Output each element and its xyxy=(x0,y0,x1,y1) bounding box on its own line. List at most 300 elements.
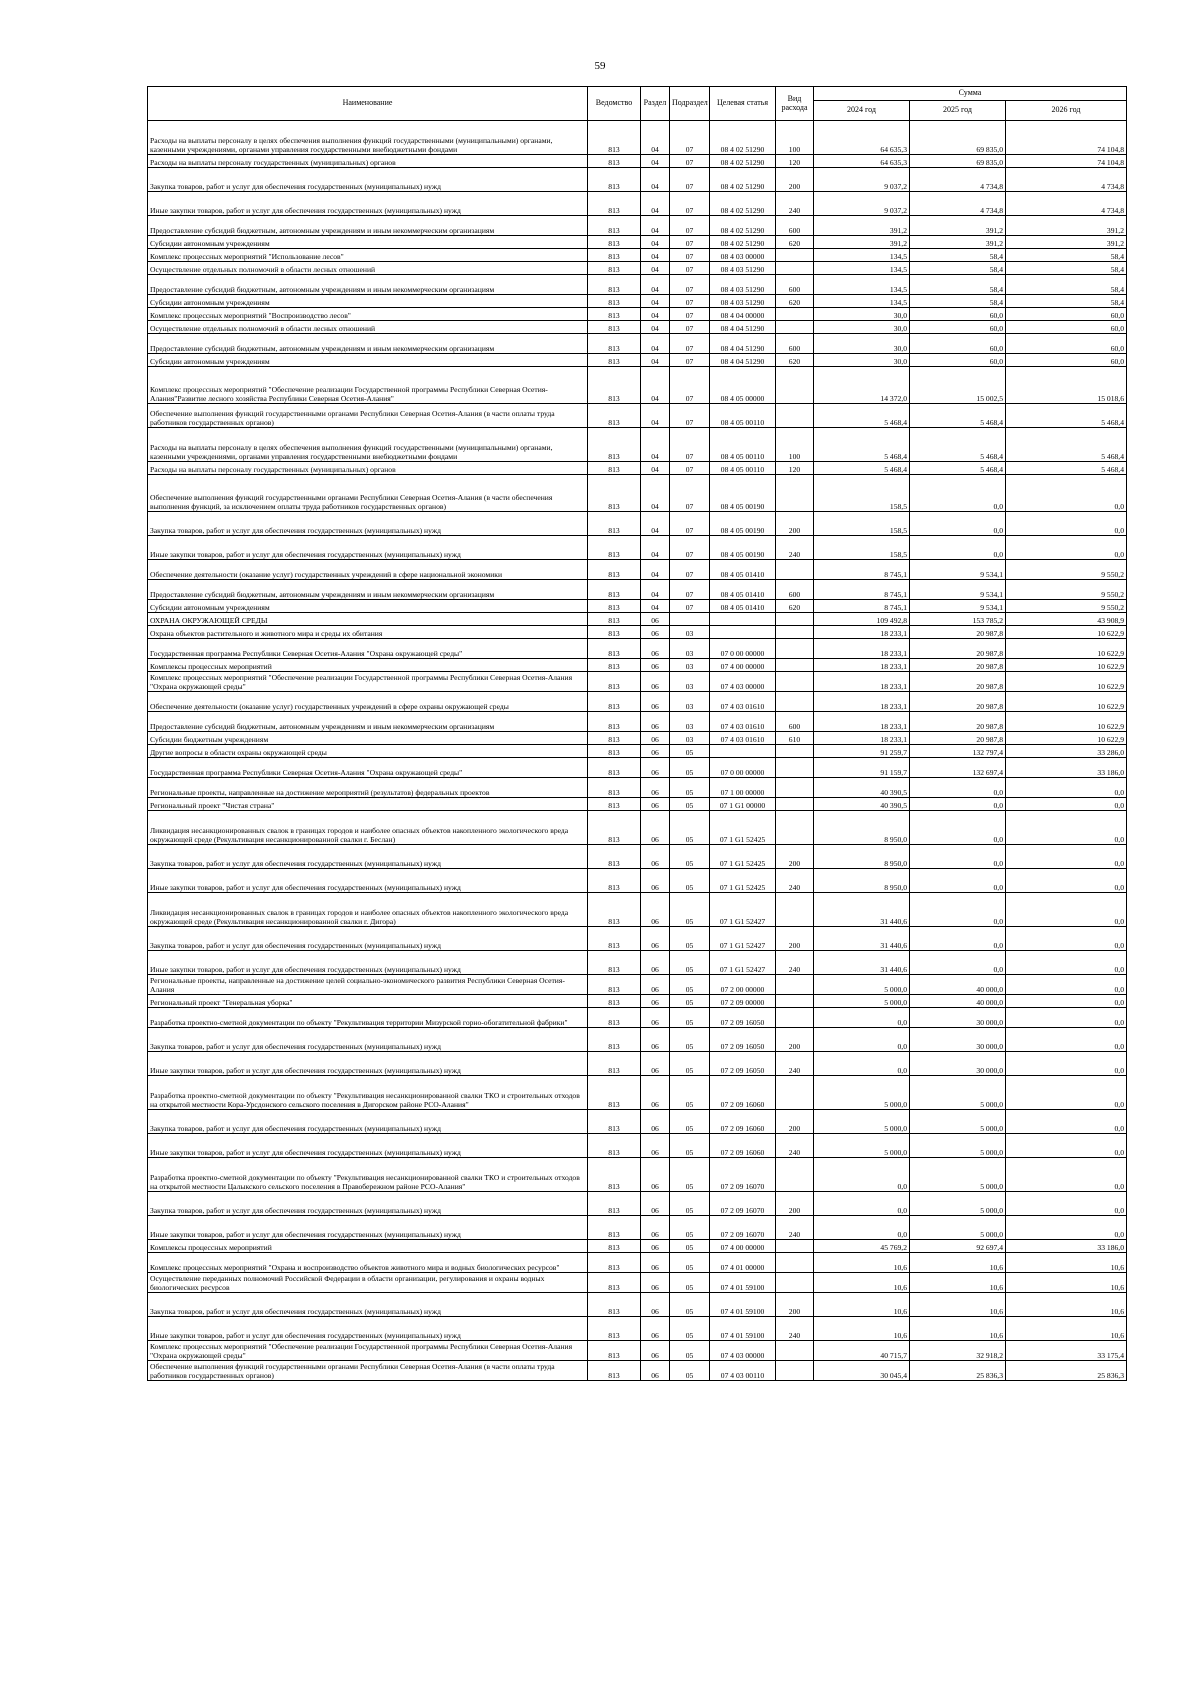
row-sum-2026: 0,0 xyxy=(1006,811,1127,845)
row-sum-2025: 0,0 xyxy=(910,475,1006,512)
row-name: Разработка проектно-сметной документации по объекту "Рекультивация несанкционированной свалки ТКО и строительных отходов на открытой местности Кора-Урсдонского сельского поселения в Дигорском районе РСО-Алания" xyxy=(148,1076,588,1110)
row-razdel: 06 xyxy=(641,1134,670,1158)
row-vid xyxy=(776,995,814,1008)
row-vid: 200 xyxy=(776,168,814,192)
row-vid xyxy=(776,404,814,428)
row-sum-2025: 15 002,5 xyxy=(910,367,1006,404)
row-name: Осуществление отдельных полномочий в области лесных отношений xyxy=(148,321,588,334)
row-vedomstvo: 813 xyxy=(588,168,641,192)
row-sum-2024: 5 000,0 xyxy=(814,1134,910,1158)
table-row xyxy=(148,354,1127,367)
row-sum-2025: 132 797,4 xyxy=(910,745,1006,758)
row-sum-2025: 20 987,8 xyxy=(910,659,1006,672)
row-sum-2026: 0,0 xyxy=(1006,1192,1127,1216)
row-razdel: 04 xyxy=(641,308,670,321)
row-razdel: 04 xyxy=(641,321,670,334)
row-name: Осуществление отдельных полномочий в области лесных отношений xyxy=(148,262,588,275)
row-razdel: 06 xyxy=(641,778,670,798)
row-podrazdel: 07 xyxy=(670,321,710,334)
row-sum-2025: 58,4 xyxy=(910,262,1006,275)
row-name: Иные закупки товаров, работ и услуг для обеспечения государственных (муниципальных) нужд xyxy=(148,192,588,216)
header-vedomstvo: Ведомство xyxy=(588,87,641,121)
row-name: Другие вопросы в области охраны окружающей среды xyxy=(148,745,588,758)
row-podrazdel: 07 xyxy=(670,236,710,249)
row-sum-2026: 58,4 xyxy=(1006,262,1127,275)
row-sum-2024: 5 000,0 xyxy=(814,1076,910,1110)
row-vedomstvo: 813 xyxy=(588,354,641,367)
row-podrazdel: 07 xyxy=(670,249,710,262)
row-target: 08 4 05 00190 xyxy=(710,512,776,536)
row-sum-2025: 10,6 xyxy=(910,1293,1006,1317)
header-2026: 2026 год xyxy=(1006,101,1127,121)
row-vedomstvo: 813 xyxy=(588,580,641,600)
row-razdel: 06 xyxy=(641,613,670,626)
row-sum-2026: 0,0 xyxy=(1006,778,1127,798)
row-target: 08 4 03 51290 xyxy=(710,295,776,308)
row-sum-2024: 10,6 xyxy=(814,1293,910,1317)
row-sum-2026: 0,0 xyxy=(1006,951,1127,975)
row-vid xyxy=(776,811,814,845)
row-target: 07 1 G1 52427 xyxy=(710,951,776,975)
row-target: 07 4 03 01610 xyxy=(710,712,776,732)
row-podrazdel: 05 xyxy=(670,1341,710,1361)
row-sum-2026: 0,0 xyxy=(1006,975,1127,995)
row-target: 08 4 05 00110 xyxy=(710,428,776,462)
row-sum-2026: 5 468,4 xyxy=(1006,428,1127,462)
row-sum-2025: 0,0 xyxy=(910,869,1006,893)
row-podrazdel: 05 xyxy=(670,778,710,798)
row-sum-2026: 0,0 xyxy=(1006,475,1127,512)
row-sum-2024: 391,2 xyxy=(814,216,910,236)
row-razdel: 04 xyxy=(641,512,670,536)
row-podrazdel: 07 xyxy=(670,354,710,367)
header-2024: 2024 год xyxy=(814,101,910,121)
row-razdel: 06 xyxy=(641,712,670,732)
row-sum-2026: 0,0 xyxy=(1006,893,1127,927)
row-vid: 240 xyxy=(776,1216,814,1240)
row-target: 07 2 09 16060 xyxy=(710,1110,776,1134)
row-razdel: 06 xyxy=(641,927,670,951)
row-sum-2026: 0,0 xyxy=(1006,1158,1127,1192)
row-name: Осуществление переданных полномочий Российской Федерации в области организации, регулирования и охраны водных биологических ресурсов xyxy=(148,1273,588,1293)
row-name: Субсидии автономным учреждениям xyxy=(148,295,588,308)
row-name: Закупка товаров, работ и услуг для обеспечения государственных (муниципальных) нужд xyxy=(148,1028,588,1052)
table-body xyxy=(148,121,1127,1381)
row-razdel: 06 xyxy=(641,1361,670,1381)
row-sum-2024: 0,0 xyxy=(814,1008,910,1028)
row-sum-2025: 0,0 xyxy=(910,536,1006,560)
row-sum-2026: 5 468,4 xyxy=(1006,462,1127,475)
row-sum-2024: 10,6 xyxy=(814,1253,910,1273)
row-razdel: 04 xyxy=(641,216,670,236)
table-row xyxy=(148,155,1127,168)
row-target: 07 4 03 00000 xyxy=(710,672,776,692)
row-vedomstvo: 813 xyxy=(588,1216,641,1240)
table-header xyxy=(148,87,1127,121)
row-sum-2024: 158,5 xyxy=(814,475,910,512)
row-name: Субсидии автономным учреждениям xyxy=(148,236,588,249)
row-name: Закупка товаров, работ и услуг для обеспечения государственных (муниципальных) нужд xyxy=(148,168,588,192)
row-target: 07 4 00 00000 xyxy=(710,659,776,672)
row-target: 08 4 05 00110 xyxy=(710,404,776,428)
row-razdel: 06 xyxy=(641,798,670,811)
row-vid xyxy=(776,1158,814,1192)
row-target: 08 4 05 00190 xyxy=(710,475,776,512)
row-podrazdel: 05 xyxy=(670,995,710,1008)
row-sum-2026: 9 550,2 xyxy=(1006,560,1127,580)
row-sum-2025: 9 534,1 xyxy=(910,600,1006,613)
row-podrazdel: 05 xyxy=(670,798,710,811)
row-target: 08 4 02 51290 xyxy=(710,168,776,192)
row-razdel: 06 xyxy=(641,1052,670,1076)
row-name: Закупка товаров, работ и услуг для обеспечения государственных (муниципальных) нужд xyxy=(148,1110,588,1134)
row-vid: 610 xyxy=(776,732,814,745)
row-podrazdel: 05 xyxy=(670,1110,710,1134)
row-target: 07 1 G1 00000 xyxy=(710,798,776,811)
row-sum-2025: 20 987,8 xyxy=(910,712,1006,732)
row-podrazdel: 05 xyxy=(670,758,710,778)
row-vid: 620 xyxy=(776,354,814,367)
row-vid xyxy=(776,626,814,639)
row-vid: 120 xyxy=(776,155,814,168)
row-sum-2026: 60,0 xyxy=(1006,321,1127,334)
row-sum-2024: 8 950,0 xyxy=(814,811,910,845)
row-sum-2026: 9 550,2 xyxy=(1006,580,1127,600)
row-name: Комплексы процессных мероприятий xyxy=(148,659,588,672)
row-sum-2026: 0,0 xyxy=(1006,1076,1127,1110)
budget-table xyxy=(147,86,1127,1381)
row-vedomstvo: 813 xyxy=(588,1361,641,1381)
row-sum-2024: 134,5 xyxy=(814,295,910,308)
row-sum-2026: 33 286,0 xyxy=(1006,745,1127,758)
row-sum-2025: 5 000,0 xyxy=(910,1192,1006,1216)
row-target: 08 4 02 51290 xyxy=(710,121,776,155)
row-vedomstvo: 813 xyxy=(588,275,641,295)
row-name: Предоставление субсидий бюджетным, автономным учреждениям и иным некоммерческим организациям xyxy=(148,580,588,600)
row-name: Расходы на выплаты персоналу в целях обеспечения выполнения функций государственными (муниципальными) органами, казенными учреждениями, органами управления государственными внебюджетными фондами xyxy=(148,428,588,462)
row-vedomstvo: 813 xyxy=(588,893,641,927)
row-sum-2025: 5 468,4 xyxy=(910,404,1006,428)
row-vedomstvo: 813 xyxy=(588,845,641,869)
row-podrazdel: 07 xyxy=(670,560,710,580)
row-podrazdel: 05 xyxy=(670,1240,710,1253)
table-row xyxy=(148,1052,1127,1076)
row-sum-2026: 0,0 xyxy=(1006,869,1127,893)
row-podrazdel: 07 xyxy=(670,334,710,354)
row-name: Ликвидация несанкционированных свалок в границах городов и наиболее опасных объектов накопленного экологического вреда окружающей среде (Рекультивация несанкционированной свалки г. Дигора) xyxy=(148,893,588,927)
row-sum-2024: 8 950,0 xyxy=(814,869,910,893)
row-vedomstvo: 813 xyxy=(588,536,641,560)
row-name: Комплекс процессных мероприятий "Обеспечение реализации Государственной программы Республики Северная Осетия-Алания"Развитие лесного хозяйства Республики Северная Осетия-Алания" xyxy=(148,367,588,404)
row-podrazdel: 03 xyxy=(670,639,710,659)
table-row xyxy=(148,216,1127,236)
row-target: 07 1 G1 52427 xyxy=(710,893,776,927)
row-sum-2026: 74 104,8 xyxy=(1006,155,1127,168)
row-target xyxy=(710,626,776,639)
table-row xyxy=(148,428,1127,462)
row-vedomstvo: 813 xyxy=(588,192,641,216)
table-row xyxy=(148,560,1127,580)
row-razdel: 06 xyxy=(641,659,670,672)
row-razdel: 04 xyxy=(641,262,670,275)
row-razdel: 06 xyxy=(641,1317,670,1341)
row-podrazdel: 05 xyxy=(670,1317,710,1341)
row-sum-2026: 10 622,9 xyxy=(1006,639,1127,659)
row-razdel: 06 xyxy=(641,845,670,869)
row-target: 08 4 02 51290 xyxy=(710,155,776,168)
row-vid xyxy=(776,659,814,672)
table-row xyxy=(148,536,1127,560)
row-vid: 200 xyxy=(776,927,814,951)
row-sum-2024: 0,0 xyxy=(814,1028,910,1052)
table-row xyxy=(148,778,1127,798)
row-razdel: 06 xyxy=(641,758,670,778)
row-sum-2026: 10 622,9 xyxy=(1006,692,1127,712)
row-sum-2024: 5 468,4 xyxy=(814,404,910,428)
table-row xyxy=(148,249,1127,262)
table-row xyxy=(148,1008,1127,1028)
row-sum-2025: 92 697,4 xyxy=(910,1240,1006,1253)
row-sum-2026: 10 622,9 xyxy=(1006,672,1127,692)
row-razdel: 06 xyxy=(641,975,670,995)
row-podrazdel: 03 xyxy=(670,626,710,639)
row-vedomstvo: 813 xyxy=(588,659,641,672)
row-vedomstvo: 813 xyxy=(588,951,641,975)
row-sum-2025: 20 987,8 xyxy=(910,692,1006,712)
table-row xyxy=(148,1216,1127,1240)
row-name: Расходы на выплаты персоналу в целях обеспечения выполнения функций государственными (муниципальными) органами, казенными учреждениями, органами управления государственными внебюджетными фондами xyxy=(148,121,588,155)
row-vid: 240 xyxy=(776,1052,814,1076)
row-vedomstvo: 813 xyxy=(588,1192,641,1216)
row-sum-2024: 158,5 xyxy=(814,512,910,536)
row-vedomstvo: 813 xyxy=(588,155,641,168)
row-sum-2024: 30,0 xyxy=(814,321,910,334)
row-target: 08 4 02 51290 xyxy=(710,216,776,236)
row-sum-2026: 10 622,9 xyxy=(1006,712,1127,732)
row-name: Субсидии автономным учреждениям xyxy=(148,354,588,367)
row-vid xyxy=(776,639,814,659)
row-razdel: 06 xyxy=(641,1076,670,1110)
table-row xyxy=(148,404,1127,428)
row-name: Предоставление субсидий бюджетным, автономным учреждениям и иным некоммерческим организациям xyxy=(148,275,588,295)
row-vid xyxy=(776,262,814,275)
row-sum-2026: 10 622,9 xyxy=(1006,732,1127,745)
row-vid: 200 xyxy=(776,845,814,869)
row-target: 07 4 03 00000 xyxy=(710,1341,776,1361)
row-podrazdel: 07 xyxy=(670,168,710,192)
row-target: 08 4 02 51290 xyxy=(710,192,776,216)
row-sum-2024: 5 000,0 xyxy=(814,1110,910,1134)
row-name: Субсидии бюджетным учреждениям xyxy=(148,732,588,745)
row-podrazdel: 05 xyxy=(670,1158,710,1192)
row-sum-2025: 10,6 xyxy=(910,1273,1006,1293)
table-row xyxy=(148,732,1127,745)
row-razdel: 04 xyxy=(641,600,670,613)
row-razdel: 06 xyxy=(641,672,670,692)
row-sum-2024: 30,0 xyxy=(814,334,910,354)
table-row xyxy=(148,367,1127,404)
row-sum-2025: 5 000,0 xyxy=(910,1076,1006,1110)
row-vedomstvo: 813 xyxy=(588,672,641,692)
row-razdel: 04 xyxy=(641,560,670,580)
row-razdel: 06 xyxy=(641,893,670,927)
row-podrazdel: 05 xyxy=(670,745,710,758)
row-vedomstvo: 813 xyxy=(588,308,641,321)
row-razdel: 06 xyxy=(641,1028,670,1052)
row-target: 08 4 05 00110 xyxy=(710,462,776,475)
row-razdel: 04 xyxy=(641,367,670,404)
row-sum-2025: 10,6 xyxy=(910,1253,1006,1273)
row-vid xyxy=(776,893,814,927)
row-vedomstvo: 813 xyxy=(588,462,641,475)
row-vedomstvo: 813 xyxy=(588,1110,641,1134)
row-target: 07 2 09 16050 xyxy=(710,1028,776,1052)
row-podrazdel: 05 xyxy=(670,869,710,893)
row-vid: 200 xyxy=(776,1293,814,1317)
table-row xyxy=(148,798,1127,811)
row-sum-2026: 10,6 xyxy=(1006,1253,1127,1273)
table-row xyxy=(148,262,1127,275)
row-vid xyxy=(776,798,814,811)
row-target: 07 1 G1 52427 xyxy=(710,927,776,951)
row-sum-2024: 158,5 xyxy=(814,536,910,560)
row-podrazdel: 07 xyxy=(670,428,710,462)
row-sum-2025: 132 697,4 xyxy=(910,758,1006,778)
row-sum-2026: 10 622,9 xyxy=(1006,659,1127,672)
row-vedomstvo: 813 xyxy=(588,798,641,811)
table-row xyxy=(148,893,1127,927)
row-sum-2025: 30 000,0 xyxy=(910,1028,1006,1052)
row-sum-2026: 74 104,8 xyxy=(1006,121,1127,155)
row-name: Государственная программа Республики Северная Осетия-Алания "Охрана окружающей среды" xyxy=(148,639,588,659)
row-vid: 240 xyxy=(776,1317,814,1341)
row-target: 07 4 01 59100 xyxy=(710,1293,776,1317)
table-row xyxy=(148,613,1127,626)
row-sum-2025: 5 468,4 xyxy=(910,462,1006,475)
row-razdel: 04 xyxy=(641,275,670,295)
row-razdel: 06 xyxy=(641,995,670,1008)
row-vedomstvo: 813 xyxy=(588,249,641,262)
table-row xyxy=(148,462,1127,475)
row-name: Иные закупки товаров, работ и услуг для обеспечения государственных (муниципальных) нужд xyxy=(148,1216,588,1240)
row-target: 07 1 G1 52425 xyxy=(710,845,776,869)
row-target: 08 4 04 51290 xyxy=(710,354,776,367)
row-sum-2026: 15 018,6 xyxy=(1006,367,1127,404)
row-sum-2026: 391,2 xyxy=(1006,216,1127,236)
row-vid: 240 xyxy=(776,192,814,216)
row-target: 08 4 03 51290 xyxy=(710,262,776,275)
row-vedomstvo: 813 xyxy=(588,1158,641,1192)
row-sum-2024: 14 372,0 xyxy=(814,367,910,404)
table-row xyxy=(148,334,1127,354)
row-razdel: 06 xyxy=(641,626,670,639)
row-sum-2024: 5 468,4 xyxy=(814,428,910,462)
table-row xyxy=(148,1361,1127,1381)
row-name: Региональные проекты, направленные на достижение целей социально-экономического развития Республики Северная Осетия-Алания xyxy=(148,975,588,995)
table-row xyxy=(148,626,1127,639)
row-sum-2026: 33 186,0 xyxy=(1006,1240,1127,1253)
row-vedomstvo: 813 xyxy=(588,1134,641,1158)
table-row xyxy=(148,275,1127,295)
row-razdel: 04 xyxy=(641,475,670,512)
row-razdel: 06 xyxy=(641,1253,670,1273)
row-name: Комплекс процессных мероприятий "Воспроизводство лесов" xyxy=(148,308,588,321)
table-row xyxy=(148,712,1127,732)
table-row xyxy=(148,927,1127,951)
row-sum-2025: 32 918,2 xyxy=(910,1341,1006,1361)
row-vid xyxy=(776,672,814,692)
row-vedomstvo: 813 xyxy=(588,1317,641,1341)
table-row xyxy=(148,1192,1127,1216)
row-sum-2025: 40 000,0 xyxy=(910,975,1006,995)
row-vedomstvo: 813 xyxy=(588,1253,641,1273)
row-name: Региональный проект "Чистая страна" xyxy=(148,798,588,811)
row-sum-2024: 0,0 xyxy=(814,1158,910,1192)
row-sum-2025: 9 534,1 xyxy=(910,560,1006,580)
row-sum-2024: 18 233,1 xyxy=(814,659,910,672)
row-podrazdel: 05 xyxy=(670,1028,710,1052)
row-target: 07 2 09 16070 xyxy=(710,1192,776,1216)
row-razdel: 06 xyxy=(641,639,670,659)
row-target: 07 1 G1 52425 xyxy=(710,869,776,893)
table-row xyxy=(148,236,1127,249)
row-razdel: 06 xyxy=(641,745,670,758)
row-sum-2024: 91 259,7 xyxy=(814,745,910,758)
row-name: Расходы на выплаты персоналу государственных (муниципальных) органов xyxy=(148,462,588,475)
row-name: Региональный проект "Генеральная уборка" xyxy=(148,995,588,1008)
row-sum-2024: 31 440,6 xyxy=(814,893,910,927)
row-sum-2026: 0,0 xyxy=(1006,1134,1127,1158)
row-vedomstvo: 813 xyxy=(588,811,641,845)
row-name: Комплекс процессных мероприятий "Обеспечение реализации Государственной программы Республики Северная Осетия-Алания "Охрана окружающей среды" xyxy=(148,672,588,692)
row-name: Иные закупки товаров, работ и услуг для обеспечения государственных (муниципальных) нужд xyxy=(148,1134,588,1158)
row-razdel: 04 xyxy=(641,580,670,600)
row-sum-2025: 58,4 xyxy=(910,295,1006,308)
row-name: Закупка товаров, работ и услуг для обеспечения государственных (муниципальных) нужд xyxy=(148,512,588,536)
row-name: Комплексы процессных мероприятий xyxy=(148,1240,588,1253)
row-podrazdel: 07 xyxy=(670,600,710,613)
row-sum-2026: 0,0 xyxy=(1006,1052,1127,1076)
table-row xyxy=(148,475,1127,512)
row-sum-2024: 8 950,0 xyxy=(814,845,910,869)
row-vedomstvo: 813 xyxy=(588,1240,641,1253)
row-sum-2026: 9 550,2 xyxy=(1006,600,1127,613)
table-row xyxy=(148,995,1127,1008)
row-vid xyxy=(776,367,814,404)
row-sum-2026: 0,0 xyxy=(1006,1216,1127,1240)
row-podrazdel: 03 xyxy=(670,672,710,692)
row-vedomstvo: 813 xyxy=(588,758,641,778)
row-target xyxy=(710,613,776,626)
row-sum-2025: 0,0 xyxy=(910,778,1006,798)
table-row xyxy=(148,308,1127,321)
row-name: Иные закупки товаров, работ и услуг для обеспечения государственных (муниципальных) нужд xyxy=(148,869,588,893)
row-sum-2024: 45 769,2 xyxy=(814,1240,910,1253)
row-sum-2025: 0,0 xyxy=(910,798,1006,811)
table-row xyxy=(148,1134,1127,1158)
row-razdel: 06 xyxy=(641,732,670,745)
row-sum-2026: 0,0 xyxy=(1006,995,1127,1008)
row-vid: 600 xyxy=(776,580,814,600)
row-target: 08 4 03 00000 xyxy=(710,249,776,262)
row-podrazdel: 05 xyxy=(670,893,710,927)
row-sum-2025: 153 785,2 xyxy=(910,613,1006,626)
table-row xyxy=(148,845,1127,869)
row-vedomstvo: 813 xyxy=(588,1028,641,1052)
row-name: Иные закупки товаров, работ и услуг для обеспечения государственных (муниципальных) нужд xyxy=(148,951,588,975)
header-2025: 2025 год xyxy=(910,101,1006,121)
row-sum-2024: 134,5 xyxy=(814,249,910,262)
